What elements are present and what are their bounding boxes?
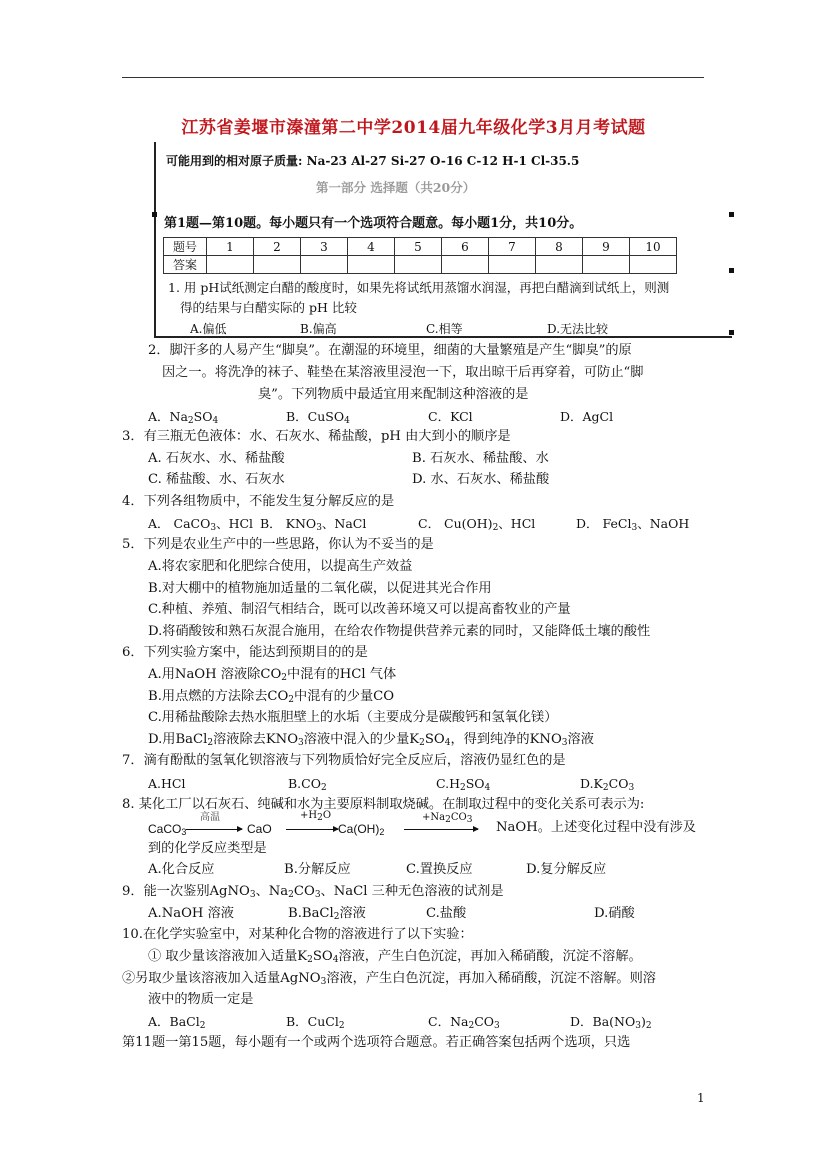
q1-option-b: B.偏高 (300, 322, 337, 336)
part-one-heading: 第一部分 选择题（共20分） (316, 180, 476, 195)
answer-table (163, 237, 677, 274)
q3-stem: 3．有三瓶无色液体：水、石灰水、稀盐酸，pH 由大到小的顺序是 (122, 429, 511, 444)
table-cell: 9 (583, 238, 630, 256)
q8-option-d: D.复分解反应 (526, 862, 607, 877)
q6-option-c: C.用稀盐酸除去热水瓶胆壁上的水垢（主要成分是碳酸钙和氢氧化镁） (148, 710, 558, 725)
table-cell: 7 (489, 238, 536, 256)
header-rule (122, 77, 704, 78)
instructions: 第1题—第10题。每小题只有一个选项符合题意。每小题1分，共10分。 (164, 216, 583, 231)
q1-line1: 1. 用 pH试纸测定白醋的酸度时，如果先将试纸用蒸馏水润湿，再把白醋滴到试纸上，则测 (168, 280, 670, 295)
answer-cell (348, 256, 395, 274)
arrow-icon (404, 829, 478, 830)
q8-line2: 到的化学反应类型是 (148, 841, 267, 856)
q4-option-c: C． $Cu(OH)_2$、HCl (418, 516, 536, 533)
table-cell: 6 (442, 238, 489, 256)
q4-option-a: A． CaCO$_3$、HCl (148, 516, 254, 533)
page-title: 江苏省姜堰市溱潼第二中学2014届九年级化学3月月考试题 (181, 118, 646, 138)
q8-condition-high-temp: 高温 (200, 812, 220, 823)
scan-mark (729, 330, 734, 335)
q3-option-b: B. 石灰水、稀盐酸、水 (412, 451, 549, 466)
table-row (164, 238, 677, 256)
q7-option-b: $B.CO_2$ (288, 776, 327, 793)
q7-stem: 7．滴有酚酞的氢氧化钡溶液与下列物质恰好完全反应后，溶液仍显红色的是 (122, 753, 566, 768)
q8-option-a: A.化合反应 (148, 862, 215, 877)
scan-mark (729, 212, 734, 217)
answer-cell (536, 256, 583, 274)
arrow-icon (186, 829, 242, 830)
q4-option-b: B． $KNO_3$、NaCl (260, 516, 367, 533)
answer-cell (442, 256, 489, 274)
table-cell: 10 (630, 238, 677, 256)
q9-option-a: A.NaOH 溶液 (148, 906, 234, 921)
atomic-masses: 可能用到的相对原子质量: Na-23 Al-27 Si-27 O-16 C-12 H-1 Cl-35.5 (166, 154, 580, 168)
q7-option-c: $C.H_2SO_4$ (436, 776, 491, 793)
answer-cell (254, 256, 301, 274)
q9-option-b: B.BaCl$_2$溶液 (288, 906, 366, 922)
q10-step2: ②另取少量该溶液加入适量AgNO$_3$溶液，产生白色沉淀，再加入稀硝酸，沉淀不溶解。则溶 (122, 971, 656, 987)
q2-option-c: C．KCl (428, 409, 473, 424)
page-number: 1 (697, 1091, 705, 1105)
q10-line3: 液中的物质一定是 (148, 992, 254, 1007)
table-cell: 8 (536, 238, 583, 256)
answer-cell (301, 256, 348, 274)
q8-plus-na2co3: $+Na_2CO_3$ (422, 812, 473, 825)
q1-option-c: C.相等 (426, 322, 463, 336)
arrow-icon (286, 829, 338, 830)
q6-stem: 6．下列实验方案中，能达到预期目的的是 (122, 645, 368, 660)
q3-option-c: C. 稀盐酸、水、石灰水 (148, 472, 285, 487)
q4-stem: 4．下列各组物质中，不能发生复分解反应的是 (122, 494, 395, 509)
q9-stem: 9．能一次鉴别AgNO$_3$、$Na_2CO_3$、NaCl 三种无色溶液的试剂是 (122, 884, 504, 900)
q8-option-c: C.置换反应 (406, 862, 473, 877)
table-cell: 5 (395, 238, 442, 256)
section-two-intro: 第11题一第15题，每小题有一个或两个选项符合题意。若正确答案包括两个选项，只选 (122, 1035, 631, 1050)
q1-line2: 得的结果与白醋实际的 pH 比较 (180, 300, 357, 315)
table-answer-label: 答案 (164, 256, 207, 274)
q6-option-a: A.用NaOH 溶液除$CO_2$中混有的HCl 气体 (148, 667, 397, 683)
q6-option-d: D.用BaCl$_2$溶液除去$KNO_3$溶液中混入的少量$K_2SO_4$，得到纯净的$KNO_3$溶液 (148, 732, 594, 748)
q2-line1: 2．脚汗多的人易产生“脚臭”。在潮湿的环境里，细菌的大量繁殖是产生“脚臭”的原 (148, 343, 632, 358)
q10-option-d: D．$Ba(NO_3)_2$ (570, 1014, 652, 1031)
table-header-label: 题号 (164, 238, 207, 256)
answer-cell (207, 256, 254, 274)
q8-cao: CaO (247, 822, 272, 836)
q3-option-d: D. 水、石灰水、稀盐酸 (412, 472, 550, 487)
q5-option-a: A.将农家肥和化肥综合使用，以提高生产效益 (148, 559, 413, 574)
answer-cell (583, 256, 630, 274)
q2-option-b: B．CuSO$_4$ (286, 409, 350, 426)
table-cell: 3 (301, 238, 348, 256)
scan-mark (729, 268, 734, 273)
q4-option-d: D． FeCl$_3$、NaOH (576, 516, 690, 533)
answer-cell (630, 256, 677, 274)
q9-option-d: D.硝酸 (594, 906, 635, 921)
answer-cell (395, 256, 442, 274)
q8-caco3: CaCO$_3$ (148, 822, 187, 837)
q2-line3: 臭”。下列物质中最适宜用来配制这种溶液的是 (258, 387, 529, 402)
q8-option-b: B.分解反应 (284, 862, 351, 877)
q6-option-b: B.用点燃的方法除去$CO_2$中混有的少量CO (148, 689, 395, 705)
q10-option-a: A．BaCl$_2$ (148, 1014, 206, 1031)
q5-option-c: C.种植、养殖、制沼气相结合，既可以改善环境又可以提高畜牧业的产量 (148, 602, 571, 617)
scan-border-left (154, 142, 156, 338)
q10-option-c: C．$Na_2CO_3$ (428, 1014, 500, 1031)
q2-option-a: A．$Na_2SO_4$ (148, 409, 219, 426)
q9-option-c: C.盐酸 (426, 906, 467, 921)
q1-option-d: D.无法比较 (547, 322, 609, 336)
q5-option-d: D.将硝酸铵和熟石灰混合施用，在给农作物提供营养元素的同时，又能降低土壤的酸性 (148, 624, 651, 639)
table-cell: 1 (207, 238, 254, 256)
table-row (164, 256, 677, 274)
q8-caoh2: $Ca(OH)_2$ (338, 822, 385, 837)
q10-option-b: B．CuCl$_2$ (286, 1014, 345, 1031)
answer-cell (489, 256, 536, 274)
q10-stem: 10.在化学实验室中，对某种化合物的溶液进行了以下实验： (122, 927, 473, 942)
q8-stem: 8. 某化工厂以石灰石、纯碱和水为主要原料制取烧碱。在制取过程中的变化关系可表示为: (122, 797, 645, 812)
q1-option-a: A.偏低 (190, 322, 227, 336)
q5-option-b: B.对大棚中的植物施加适量的二氧化碳，以促进其光合作用 (148, 581, 492, 596)
q2-option-d: D．AgCl (560, 409, 614, 424)
q8-naoh-continuation: NaOH。上述变化过程中没有涉及 (496, 820, 696, 835)
scan-mark (152, 212, 157, 217)
q2-line2: 因之一。将洗净的袜子、鞋垫在某溶液里浸泡一下，取出晾干后再穿着，可防止“脚 (162, 365, 644, 380)
table-cell: 4 (348, 238, 395, 256)
q8-plus-water: $+H_2O$ (300, 810, 332, 823)
q7-option-d: $D.K_2CO_3$ (580, 776, 635, 793)
q3-option-a: A. 石灰水、水、稀盐酸 (148, 451, 285, 466)
q5-stem: 5．下列是农业生产中的一些思路，你认为不妥当的是 (122, 537, 434, 552)
table-cell: 2 (254, 238, 301, 256)
q10-step1: ① 取少量该溶液加入适量$K_2SO_4$溶液，产生白色沉淀，再加入稀硝酸，沉淀不溶解。 (148, 949, 642, 965)
q7-option-a: A.HCl (148, 776, 186, 791)
